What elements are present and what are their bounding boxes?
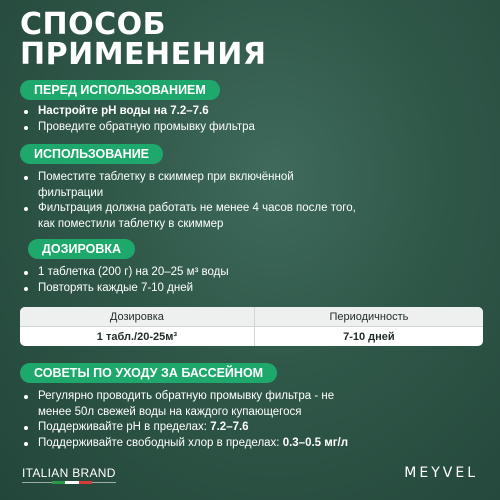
dosage-list [22,265,229,296]
list-item: Настройте pH воды на 7.2–7.6 [22,104,255,120]
table-row [20,327,483,346]
pool-care-tips-list [22,389,362,451]
page-title-line-2: ПРИМЕНЕНИЯ [20,37,267,72]
flag-green-stripe [52,481,65,484]
list-item: Повторять каждые 7-10 дней [22,281,229,297]
list-item: Фильтрация должна работать не менее 4 часов после того, как поместили таблетку в скиммер [22,201,362,232]
before-use-list [22,104,255,135]
italian-flag-icon [52,481,92,484]
flag-white-stripe [65,481,78,484]
section-heading-before-use: ПЕРЕД ИСПОЛЬЗОВАНИЕМ [20,80,220,100]
list-item [22,420,362,436]
dosage-table [20,307,483,346]
tip-chlorine-value: 0.3–0.5 мг/л [282,436,349,449]
flag-red-stripe [79,481,92,484]
list-item: 1 таблетка (200 г) на 20–25 м³ воды [22,265,229,281]
list-item: Регулярно проводить обратную промывку фильтра - не менее 50л свежей воды на каждого купающегося [22,389,362,420]
dosage-table-cell-dosage: 1 табл./20-25м³ [20,327,255,346]
tip-ph-label: Поддерживайте pH в пределах: [38,421,211,433]
usage-list [22,170,362,232]
tip-ph-value: 7.2–7.6 [210,421,249,433]
dosage-table-header-dosage: Дозировка [20,307,255,327]
italian-brand-label: ITALIAN BRAND [22,466,116,480]
list-item [22,436,362,452]
section-heading-dosage: ДОЗИРОВКА [28,239,135,259]
page-title-line-1: СПОСОБ [20,7,167,42]
section-heading-usage: ИСПОЛЬЗОВАНИЕ [20,144,163,164]
list-item: Проведите обратную промывку фильтра [22,120,255,136]
tip-chlorine-label: Поддерживайте свободный хлор в пределах: [38,436,283,449]
page-title [20,7,267,72]
dosage-table-cell-frequency: 7-10 дней [343,330,395,343]
section-heading-pool-care-tips: СОВЕТЫ ПО УХОДУ ЗА БАССЕЙНОМ [20,363,277,383]
brand-logo: MEYVEL [404,465,478,481]
list-item: Поместите таблетку в скиммер при включённой фильтрации [22,170,362,201]
dosage-table-header-frequency: Периодичность [255,307,483,327]
dosage-table-header-row [20,307,483,327]
